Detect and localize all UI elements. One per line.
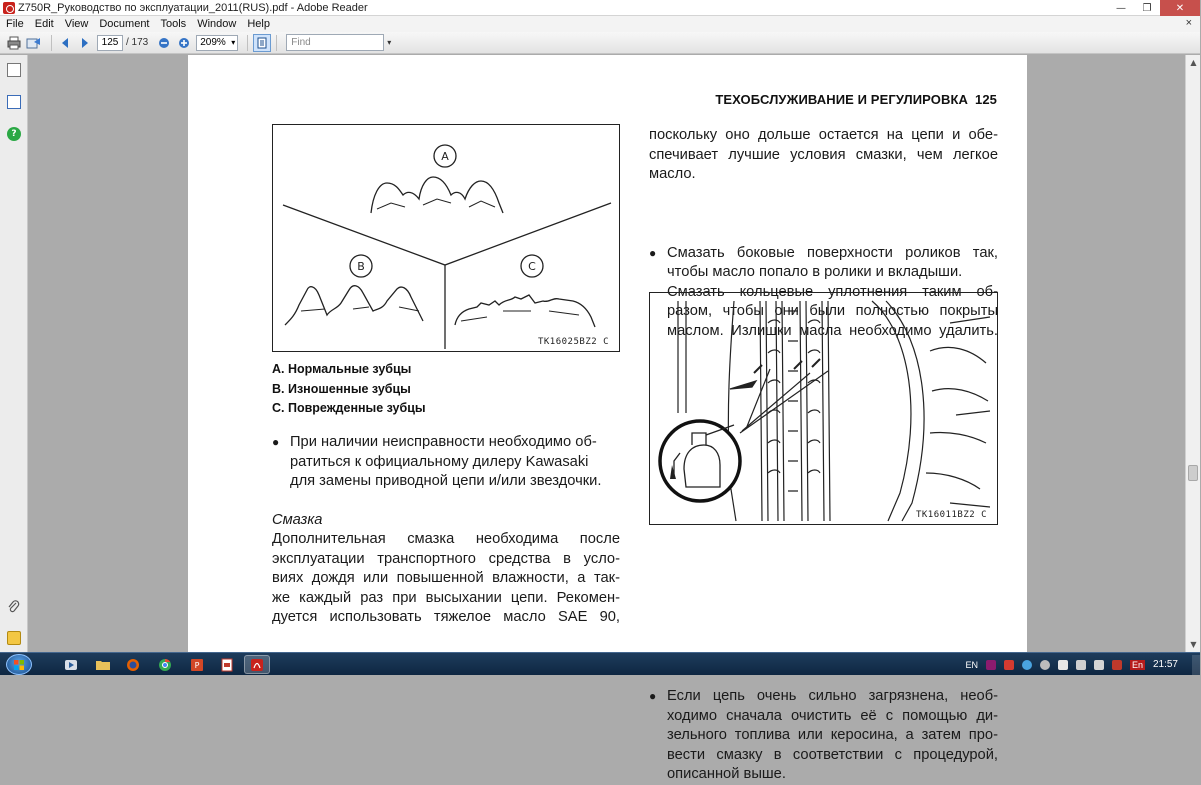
text-line: чтобы масло попало в ролики и вкладыши. — [667, 264, 963, 280]
sprocket-teeth-figure — [272, 124, 620, 352]
zoom-level-select[interactable]: 209% ▾ — [196, 35, 238, 51]
header-title: ТЕХОБСЛУЖИВАНИЕ И РЕГУЛИРОВКА — [715, 92, 968, 107]
menu-view[interactable]: View — [64, 18, 89, 30]
start-button[interactable] — [6, 654, 32, 675]
text-line: виях дождя или повышенной влажности, а так- — [272, 570, 620, 586]
page-number-input[interactable]: 125 — [97, 35, 123, 51]
text-line: описанной выше. — [667, 766, 786, 782]
text-line: же каждый раз при высыхании цепи. Рекомен- — [272, 589, 620, 606]
text-line: ● При наличии неисправности необходимо об- — [290, 434, 597, 450]
text-line: ратиться к официальному дилеру Kawasaki — [290, 453, 589, 470]
minimize-button[interactable]: — — [1116, 2, 1126, 14]
page-thumbnails-icon[interactable] — [7, 63, 21, 77]
figure-label-b: B — [357, 260, 365, 273]
window-controls — [1108, 0, 1200, 16]
vertical-scrollbar[interactable] — [1185, 55, 1200, 652]
find-input[interactable]: Find — [286, 34, 384, 51]
page-header — [715, 92, 997, 107]
navigation-pane — [0, 55, 28, 652]
text-line: маслом. Излишки масла необходимо удалить. — [667, 322, 998, 339]
caption-c: C. Поврежденные зубцы — [272, 401, 426, 415]
oil-paragraph — [649, 126, 998, 185]
antivirus-tray-icon[interactable] — [1004, 660, 1014, 670]
text-line: масло. — [649, 166, 696, 182]
share-icon[interactable] — [26, 35, 42, 51]
pdf-tool-icon[interactable] — [214, 655, 240, 674]
caption-b: B. Изношенные зубцы — [272, 381, 411, 396]
figure-label-c: C — [528, 260, 536, 273]
section-title: Смазка — [272, 512, 323, 528]
scrollbar-thumb[interactable] — [1188, 465, 1198, 481]
menu-window[interactable]: Window — [197, 18, 237, 30]
pdf-page — [188, 55, 1027, 782]
title-bar — [0, 0, 1200, 16]
settings-tray-icon[interactable] — [1040, 660, 1050, 670]
adobe-reader-taskbar-icon[interactable] — [244, 655, 270, 674]
clock[interactable]: 21:57 — [1152, 659, 1178, 670]
menu-bar — [0, 16, 1200, 32]
figure-code: TK16011BZ2 C — [915, 510, 987, 520]
toolbar-separator — [247, 35, 248, 51]
header-page-number: 125 — [975, 92, 997, 107]
next-page-icon[interactable] — [77, 35, 93, 51]
maximize-button[interactable]: ❐ — [1142, 2, 1152, 14]
dealer-bullet — [272, 433, 620, 492]
cleaning-bullet — [649, 687, 998, 785]
system-tray — [965, 653, 1200, 676]
text-line: поскольку оно дольше остается на цепи и обе- — [649, 127, 998, 143]
text-line: вести смазку в соответствии с процедурой, — [667, 746, 998, 763]
text-line: Смазать кольцевые уплотнения таким об- — [667, 283, 998, 300]
text-line: ● Смазать боковые поверхности роликов так, — [667, 244, 998, 261]
menu-file[interactable]: File — [6, 18, 24, 30]
onenote-tray-icon[interactable] — [986, 660, 996, 670]
taskbar — [0, 652, 1200, 675]
scroll-down-icon[interactable]: ▼ — [1190, 640, 1197, 649]
chain-lubrication-drawing — [650, 293, 997, 524]
zoom-out-icon[interactable] — [156, 35, 172, 51]
help-icon[interactable]: ? — [7, 127, 21, 141]
text-line: ● Если цепь очень сильно загрязнена, необ- — [667, 688, 998, 704]
toolbar — [0, 32, 1200, 54]
show-desktop-button[interactable] — [1192, 655, 1200, 675]
text-line: спечивает лучшие условия смазки, чем легкое — [649, 146, 998, 163]
close-button[interactable]: ✕ — [1160, 0, 1200, 16]
chrome-tray-icon[interactable] — [1022, 660, 1032, 670]
find-options-chevron-icon[interactable]: ▾ — [387, 38, 392, 47]
svg-text:P: P — [194, 660, 200, 670]
document-close-icon[interactable]: × — [1185, 17, 1192, 29]
file-explorer-icon[interactable] — [90, 655, 116, 674]
zoom-in-icon[interactable] — [176, 35, 192, 51]
input-language-indicator[interactable]: En — [1131, 659, 1143, 670]
adobe-reader-icon — [3, 2, 15, 14]
text-line: зельного топлива или керосина, а затем про- — [667, 727, 998, 743]
figure-label-a: A — [441, 150, 449, 163]
text-line: дуется использовать тяжелое масло SAE 90, — [272, 609, 620, 625]
figure-captions — [272, 360, 426, 419]
lubrication-paragraph — [272, 530, 620, 628]
page-total: / 173 — [126, 37, 149, 48]
print-icon[interactable] — [6, 35, 22, 51]
chrome-icon[interactable] — [152, 655, 178, 674]
attachments-icon[interactable] — [7, 600, 21, 614]
text-line: Дополнительная смазка необходима после — [272, 531, 620, 547]
text-line: ходимо сначала очистить её с помощью ди- — [667, 707, 998, 724]
caption-a: A. Нормальные зубцы — [272, 362, 412, 376]
chain-lubrication-figure — [649, 292, 998, 525]
text-line: эксплуатации транспортного средства в усло- — [272, 550, 620, 567]
powerpoint-icon[interactable] — [184, 655, 210, 674]
firefox-icon[interactable] — [120, 655, 146, 674]
menu-edit[interactable]: Edit — [34, 18, 54, 30]
figure-code: TK16025BZ2 C — [537, 337, 609, 347]
previous-page-icon[interactable] — [57, 35, 73, 51]
media-player-icon[interactable] — [58, 655, 84, 674]
menu-tools[interactable]: Tools — [160, 18, 187, 30]
keyboard-language[interactable]: EN — [965, 659, 978, 670]
text-line: разом, чтобы они были полностью покрыты — [667, 303, 998, 319]
window-title: Z750R_Руководство по эксплуатации_2011(RUS).pdf - Adobe Reader — [18, 1, 368, 14]
toolbar-separator — [51, 35, 52, 51]
scroll-up-icon[interactable]: ▲ — [1190, 58, 1197, 67]
language-tray-icon[interactable] — [1112, 660, 1122, 670]
flag-tray-icon[interactable] — [1058, 660, 1068, 670]
text-line: для замены приводной цепи и/или звездочки. — [290, 473, 602, 489]
fit-page-icon[interactable] — [253, 34, 271, 52]
network-tray-icon[interactable] — [1076, 660, 1086, 670]
menu-help[interactable]: Help — [247, 18, 270, 30]
comments-icon[interactable] — [7, 631, 21, 645]
bookmarks-icon[interactable] — [7, 95, 21, 109]
volume-tray-icon[interactable] — [1094, 660, 1104, 670]
toolbar-separator — [276, 35, 277, 51]
sprocket-teeth-drawing — [273, 125, 619, 351]
menu-document[interactable]: Document — [99, 18, 150, 30]
